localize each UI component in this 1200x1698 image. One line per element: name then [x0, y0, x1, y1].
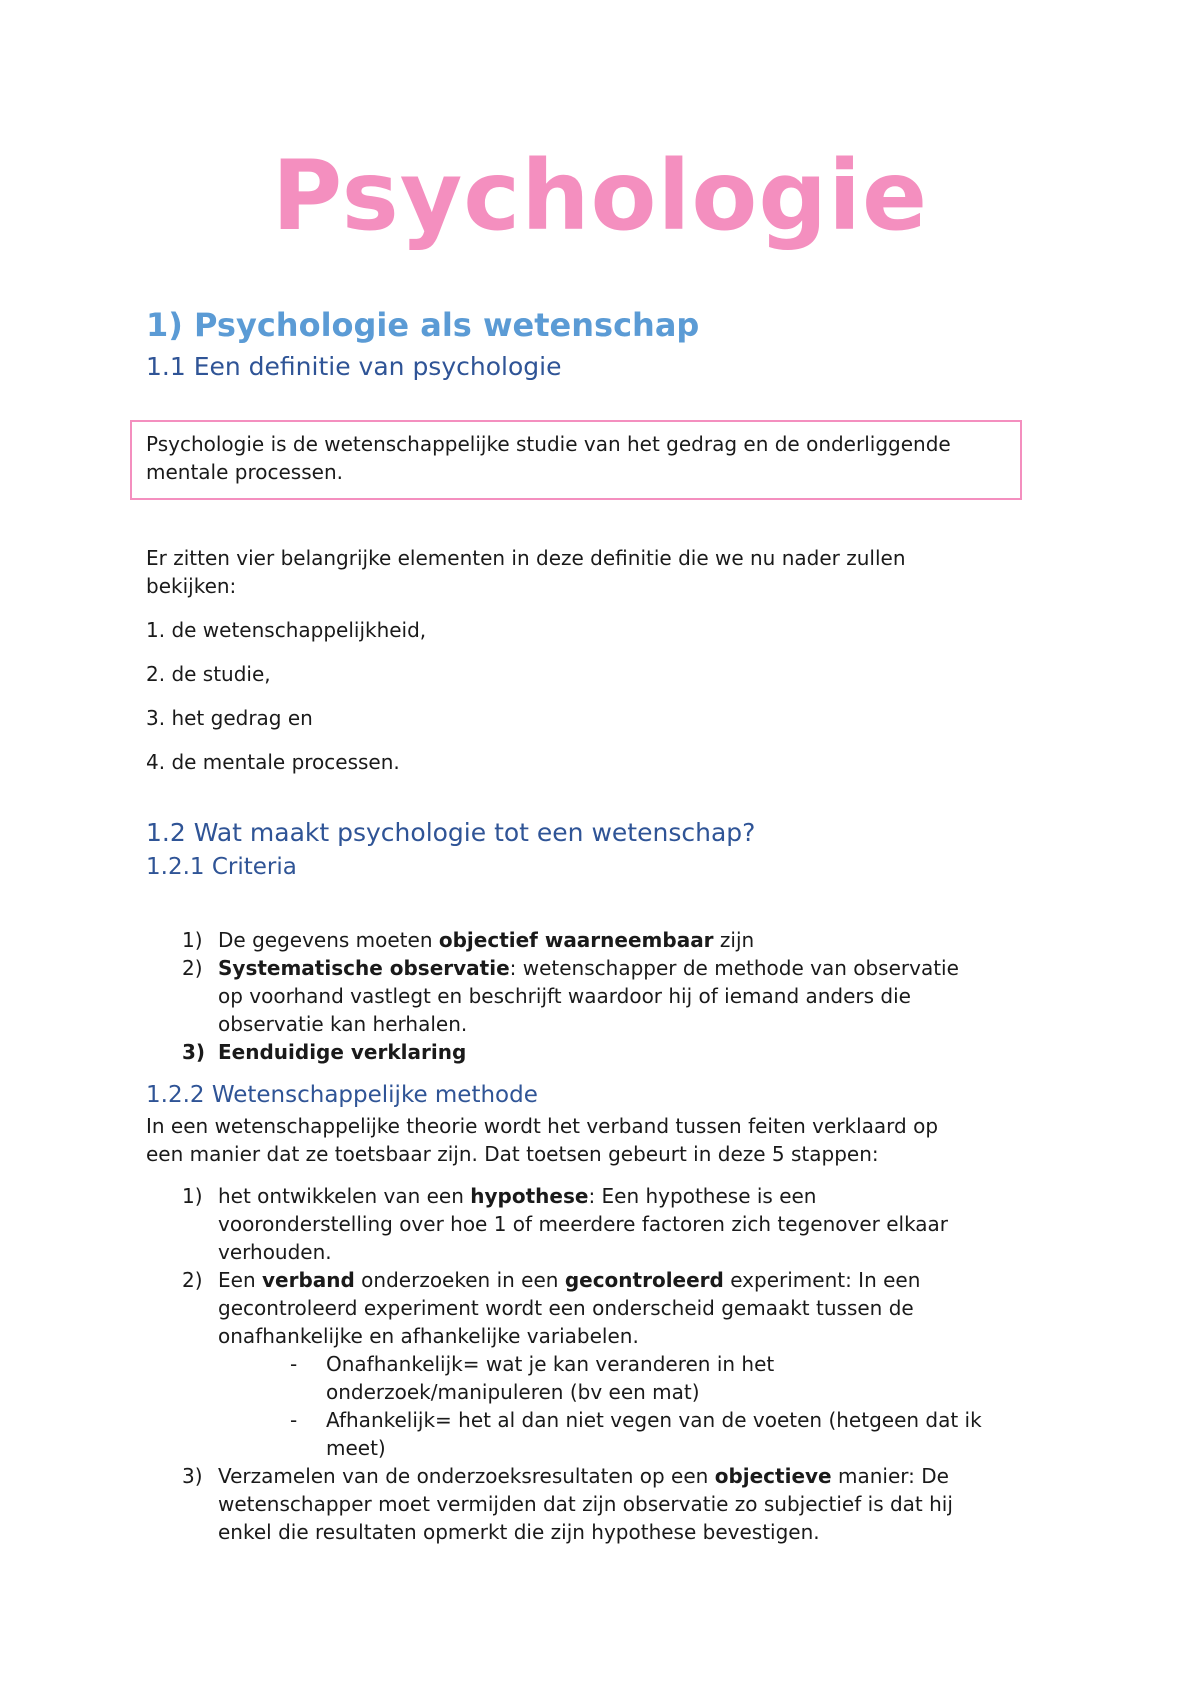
- step-2-text: Een: [218, 1268, 262, 1292]
- criteria-item-3: Eenduidige verklaring: [218, 1040, 467, 1064]
- step-number-2: 2): [182, 1268, 203, 1292]
- step-3-text: Verzamelen van de onderzoeksresultaten op een: [218, 1464, 715, 1488]
- criteria-2-bold: Systematische observatie: [218, 956, 510, 980]
- step-1-bold: hypothese: [470, 1184, 589, 1208]
- criteria-1-bold: objectief waarneembaar: [438, 928, 714, 952]
- element-item-3: 3. het gedrag en: [146, 706, 313, 730]
- criteria-number-2: 2): [182, 956, 203, 980]
- step-item-2-line-3: onafhankelijke en afhankelijke variabelen.: [218, 1324, 639, 1348]
- definition-text: [146, 430, 1076, 486]
- step-2-bold-verband: verband: [261, 1268, 355, 1292]
- document-title: Psychologie: [271, 140, 929, 252]
- criteria-item-2-line-3: observatie kan herhalen.: [218, 1012, 468, 1036]
- sub-dash-1: -: [290, 1352, 298, 1376]
- definition-line-2: mentale processen.: [146, 460, 343, 484]
- criteria-item-2-line-2: op voorhand vastlegt en beschrijft waardoor hij of iemand anders die: [218, 984, 911, 1008]
- chapter-heading: 1) Psychologie als wetenschap: [146, 306, 700, 344]
- element-item-4: 4. de mentale processen.: [146, 750, 400, 774]
- sub-item-1-line-1: Onafhankelijk= wat je kan veranderen in het: [326, 1352, 775, 1376]
- section-heading-1-2: 1.2 Wat maakt psychologie tot een wetenschap?: [146, 818, 756, 847]
- criteria-2-text: : wetenschapper de methode van observatie: [509, 956, 959, 980]
- step-1-end: : Een hypothese is een: [588, 1184, 817, 1208]
- criteria-1-end: zijn: [713, 928, 755, 952]
- step-number-1: 1): [182, 1184, 203, 1208]
- element-item-1: 1. de wetenschappelijkheid,: [146, 618, 427, 642]
- element-item-2: 2. de studie,: [146, 662, 271, 686]
- step-item-2-line-2: gecontroleerd experiment wordt een onderscheid gemaakt tussen de: [218, 1296, 914, 1320]
- step-3-bold: objectieve: [714, 1464, 832, 1488]
- criteria-item-2: [218, 954, 959, 982]
- method-intro-line-1: In een wetenschappelijke theorie wordt het verband tussen feiten verklaard op: [146, 1114, 939, 1138]
- step-number-3: 3): [182, 1464, 203, 1488]
- step-2-bold-gecontroleerd: gecontroleerd: [564, 1268, 724, 1292]
- criteria-number-3: 3): [182, 1040, 206, 1064]
- step-item-3: [218, 1462, 949, 1490]
- sub-item-2-line-1: Afhankelijk= het al dan niet vegen van de voeten (hetgeen dat ik: [326, 1408, 982, 1432]
- step-item-3-line-2: wetenschapper moet vermijden dat zijn observatie zo subjectief is dat hij: [218, 1492, 953, 1516]
- step-2-text-mid: onderzoeken in een: [354, 1268, 565, 1292]
- sub-dash-2: -: [290, 1408, 298, 1432]
- criteria-item-1: [218, 926, 754, 954]
- subsection-heading-criteria: 1.2.1 Criteria: [146, 854, 297, 880]
- step-item-1-line-2: vooronderstelling over hoe 1 of meerdere factoren zich tegenover elkaar: [218, 1212, 949, 1236]
- definition-line-1: Psychologie is de wetenschappelijke studie van het gedrag en de onderliggende: [146, 432, 951, 456]
- intro-line-1: Er zitten vier belangrijke elementen in deze definitie die we nu nader zullen: [146, 546, 906, 570]
- sub-item-1-line-2: onderzoek/manipuleren (bv een mat): [326, 1380, 700, 1404]
- section-heading-1-1: 1.1 Een definitie van psychologie: [146, 352, 562, 381]
- step-item-2: [218, 1266, 920, 1294]
- step-2-end: experiment: In een: [723, 1268, 921, 1292]
- step-item-1-line-3: verhouden.: [218, 1240, 332, 1264]
- step-item-1: [218, 1182, 816, 1210]
- intro-line-2: bekijken:: [146, 574, 237, 598]
- step-3-end: manier: De: [831, 1464, 949, 1488]
- criteria-number-1: 1): [182, 928, 203, 952]
- sub-item-2-line-2: meet): [326, 1436, 386, 1460]
- subsection-heading-method: 1.2.2 Wetenschappelijke methode: [146, 1082, 538, 1108]
- step-1-text: het ontwikkelen van een: [218, 1184, 471, 1208]
- criteria-1-text: De gegevens moeten: [218, 928, 439, 952]
- step-item-3-line-3: enkel die resultaten opmerkt die zijn hypothese bevestigen.: [218, 1520, 820, 1544]
- method-intro-line-2: een manier dat ze toetsbaar zijn. Dat toetsen gebeurt in deze 5 stappen:: [146, 1142, 879, 1166]
